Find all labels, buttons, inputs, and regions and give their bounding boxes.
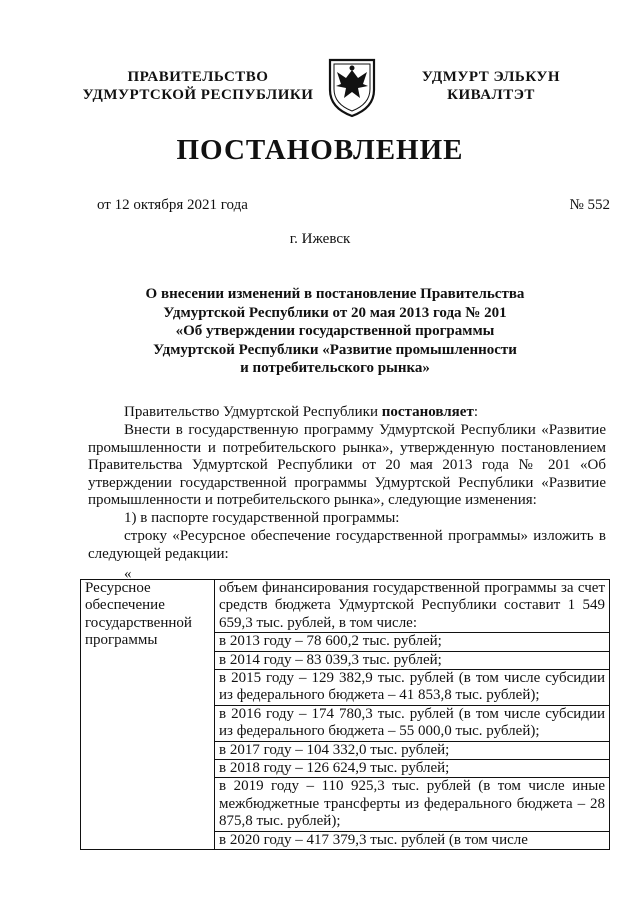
table-line: в 2017 году – 104 332,0 тыс. рублей; bbox=[215, 742, 609, 760]
table-line: в 2016 году – 174 780,3 тыс. рублей (в том числе субсидии из федерального бюджета – 55 000,0 тыс. рублей); bbox=[215, 706, 609, 742]
resource-table bbox=[80, 579, 610, 850]
government-name-udm-line2: КИВАЛТЭТ bbox=[447, 87, 535, 103]
subject-line: О внесении изменений в постановление Правительства bbox=[145, 286, 525, 302]
government-name-ru bbox=[78, 68, 318, 104]
table-line: в 2013 году – 78 600,2 тыс. рублей; bbox=[215, 633, 609, 651]
table-value-cell bbox=[215, 580, 610, 850]
resolution-item-detail: строку «Ресурсное обеспечение государственной программы» изложить в следующей редакции: bbox=[88, 528, 606, 562]
document-subject bbox=[110, 285, 560, 378]
document-date: от 12 октября 2021 года bbox=[97, 197, 248, 213]
table-line: в 2019 году – 110 925,3 тыс. рублей (в том числе иные межбюджетные трансферты из федерального бюджета – 28 875,8 тыс. рублей); bbox=[215, 778, 609, 831]
document-title: ПОСТАНОВЛЕНИЕ bbox=[176, 134, 464, 166]
preamble-text: Правительство Удмуртской Республики bbox=[124, 404, 382, 420]
subject-line: и потребительского рынка» bbox=[240, 360, 430, 376]
table-line: в 2014 году – 83 039,3 тыс. рублей; bbox=[215, 652, 609, 670]
government-name-line2: УДМУРТСКОЙ РЕСПУБЛИКИ bbox=[82, 87, 314, 103]
opening-quote: « bbox=[124, 566, 132, 582]
resolution-paragraph: Внести в государственную программу Удмуртской Республики «Развитие промышленности и потребительского рынка», утвержденную постановлением Правительства Удмуртской Республики от 20 мая 2013 года № 201 «Об утверждении государственной программы Удмуртской Республики «Развитие промышленности и потребительского рынка», следующие изменения: bbox=[88, 422, 606, 508]
table-line: объем финансирования государственной программы за счет средств бюджета Удмуртской Республики составит 1 549 659,3 тыс. рублей, в том числе: bbox=[215, 580, 609, 633]
preamble-keyword: постановляет bbox=[381, 404, 474, 420]
subject-line: Удмуртской Республики «Развитие промышленности bbox=[153, 341, 517, 358]
document-number: № 552 bbox=[569, 197, 610, 213]
table-label-cell: Ресурсное обеспечение государственной программы bbox=[81, 580, 215, 850]
government-name-udm bbox=[416, 68, 566, 104]
table-line: в 2018 году – 126 624,9 тыс. рублей; bbox=[215, 760, 609, 778]
resolution-item: 1) в паспорте государственной программы: bbox=[124, 510, 400, 526]
table-row bbox=[81, 580, 610, 850]
document-city: г. Ижевск bbox=[289, 231, 351, 247]
coat-of-arms-bird-icon bbox=[326, 56, 378, 118]
preamble-colon: : bbox=[473, 404, 478, 420]
subject-line: Удмуртской Республики от 20 мая 2013 года № 201 bbox=[163, 304, 507, 321]
resolution-preamble bbox=[88, 404, 606, 422]
government-name-udm-line1: УДМУРТ ЭЛЬКУН bbox=[421, 69, 561, 85]
table-line: в 2020 году – 417 379,3 тыс. рублей (в том числе bbox=[219, 831, 528, 848]
subject-line: «Об утверждении государственной программы bbox=[175, 323, 495, 339]
table-line: в 2015 году – 129 382,9 тыс. рублей (в том числе субсидии из федерального бюджета – 41 853,8 тыс. рублей); bbox=[215, 670, 609, 706]
government-name-line1: ПРАВИТЕЛЬСТВО bbox=[127, 69, 269, 85]
